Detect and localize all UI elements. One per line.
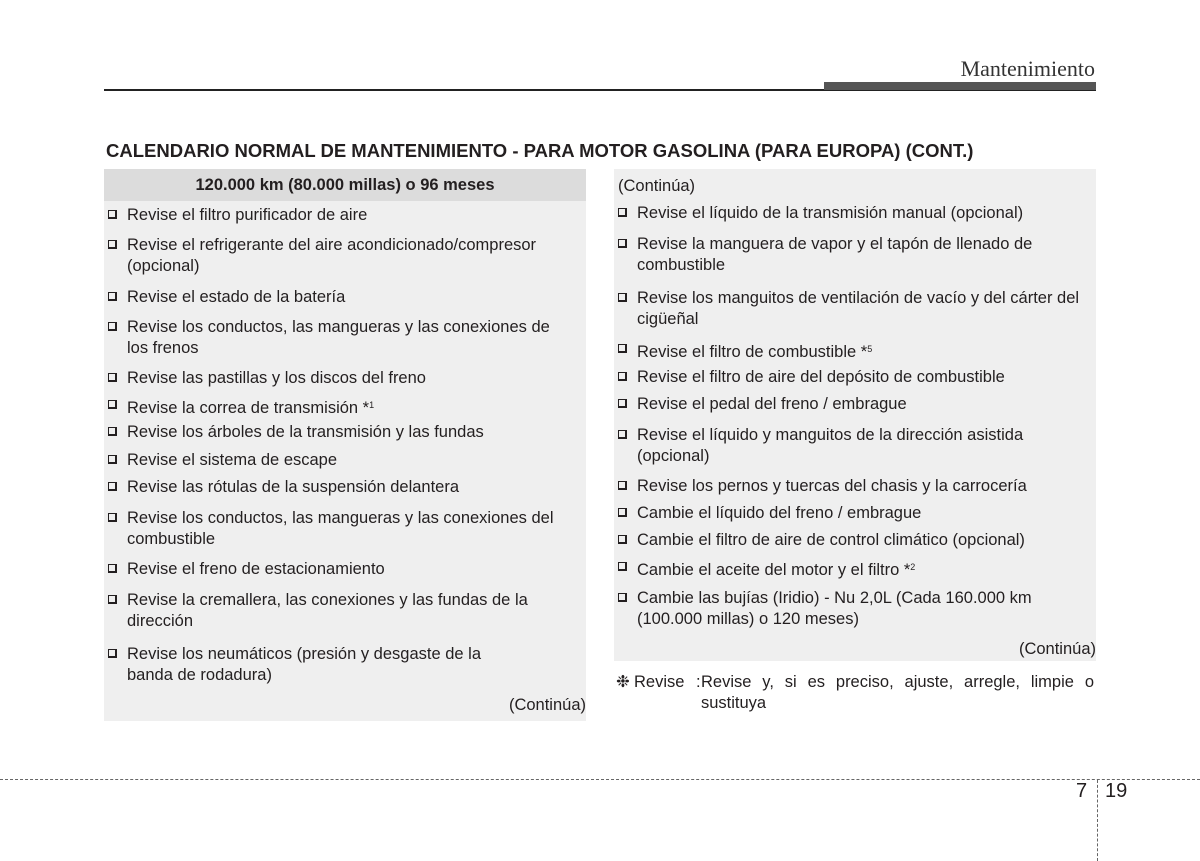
checklist-item: Revise los neumáticos (presión y desgaste de la banda de rodadura) xyxy=(104,644,504,686)
checklist-item: Revise las pastillas y los discos del freno xyxy=(104,368,574,389)
checkbox-icon xyxy=(108,210,117,219)
checkbox-icon xyxy=(618,593,627,602)
checkbox-icon xyxy=(618,535,627,544)
checklist-item: Cambie las bujías (Iridio) - Nu 2,0L (Cada 160.000 km (100.000 millas) o 120 meses) xyxy=(614,588,1054,630)
checklist-item: Revise la cremallera, las conexiones y las fundas de la dirección xyxy=(104,590,564,632)
checklist-item: Revise el filtro de aire del depósito de combustible xyxy=(614,367,1089,388)
checkbox-icon xyxy=(108,373,117,382)
checkbox-icon xyxy=(618,430,627,439)
checkbox-icon xyxy=(618,562,627,571)
footnote-text: Revise y, si es preciso, ajuste, arregle, limpie o sustituya xyxy=(701,673,1094,712)
footnote-ref: 1 xyxy=(369,400,375,410)
checkbox-icon xyxy=(108,595,117,604)
checkbox-icon xyxy=(108,649,117,658)
checkbox-icon xyxy=(108,292,117,301)
checkbox-icon xyxy=(618,508,627,517)
checklist-item: Cambie el líquido del freno / embrague xyxy=(614,503,1089,524)
checklist-item: Revise los manguitos de ventilación de vacío y del cárter del cigüeñal xyxy=(614,288,1089,330)
checklist-item: Revise el líquido y manguitos de la dirección asistida (opcional) xyxy=(614,425,1064,467)
left-panel-heading: 120.000 km (80.000 millas) o 96 meses xyxy=(104,169,586,201)
checkbox-icon xyxy=(108,513,117,522)
footnote-label: Revise xyxy=(634,673,685,691)
checklist-item: Revise el pedal del freno / embrague xyxy=(614,394,1089,415)
checkbox-icon xyxy=(618,239,627,248)
checklist-item: Revise los conductos, las mangueras y las conexiones de los frenos xyxy=(104,317,564,359)
checklist-item: Revise los árboles de la transmisión y las fundas xyxy=(104,422,574,443)
checkbox-icon xyxy=(618,208,627,217)
checkbox-icon xyxy=(108,240,117,249)
checkbox-icon xyxy=(618,344,627,353)
checklist-item: Revise el líquido de la transmisión manual (opcional) xyxy=(614,203,1089,224)
footnote-colon: : xyxy=(696,673,701,691)
checklist-item: Revise los pernos y tuercas del chasis y la carrocería xyxy=(614,476,1089,497)
footnote-ref: 2 xyxy=(910,562,916,572)
checklist-item: Revise las rótulas de la suspensión delantera xyxy=(104,477,574,498)
checklist-item: Revise los conductos, las mangueras y las conexiones del combustible xyxy=(104,508,564,550)
continues-label: (Continúa) xyxy=(508,696,586,714)
continued-label: (Continúa) xyxy=(618,177,696,195)
chapter-number: 7 xyxy=(1076,780,1088,802)
checklist-item: Revise el filtro purificador de aire xyxy=(104,205,574,226)
checklist-item: Revise el estado de la batería xyxy=(104,287,574,308)
page-title: CALENDARIO NORMAL DE MANTENIMIENTO - PARA MOTOR GASOLINA (PARA EUROPA) (CONT.) xyxy=(106,140,974,161)
checkbox-icon xyxy=(108,455,117,464)
checkbox-icon xyxy=(108,564,117,573)
page-number: 19 xyxy=(1105,780,1128,802)
continues-label: (Continúa) xyxy=(1018,640,1096,658)
checklist-item: Revise el freno de estacionamiento xyxy=(104,559,574,580)
checkbox-icon xyxy=(618,293,627,302)
footnote-ref: 5 xyxy=(867,344,873,354)
left-panel xyxy=(104,169,586,721)
footnote-mark: ❉ xyxy=(616,673,630,691)
checklist-item: Cambie el aceite del motor y el filtro *$^2$ xyxy=(614,557,1089,581)
right-panel xyxy=(614,169,1096,661)
checkbox-icon xyxy=(618,399,627,408)
checkbox-icon xyxy=(108,322,117,331)
checkbox-icon xyxy=(618,481,627,490)
footer-divider xyxy=(0,779,1200,780)
checklist-item: Revise el filtro de combustible *$^5$ xyxy=(614,339,1089,363)
section-header: Mantenimiento xyxy=(960,56,1095,81)
checklist-item: Cambie el filtro de aire de control climático (opcional) xyxy=(614,530,1089,551)
checkbox-icon xyxy=(618,372,627,381)
checklist-item: Revise el sistema de escape xyxy=(104,450,574,471)
checklist-item: Revise el refrigerante del aire acondicionado/compresor (opcional) xyxy=(104,235,574,277)
checklist-item: Revise la manguera de vapor y el tapón de llenado de combustible xyxy=(614,234,1054,276)
header-rule-accent xyxy=(824,82,1096,90)
checklist-item: Revise la correa de transmisión *$^1$ xyxy=(104,395,574,419)
checkbox-icon xyxy=(108,482,117,491)
footer-page-divider xyxy=(1097,780,1098,861)
checkbox-icon xyxy=(108,400,117,409)
checkbox-icon xyxy=(108,427,117,436)
